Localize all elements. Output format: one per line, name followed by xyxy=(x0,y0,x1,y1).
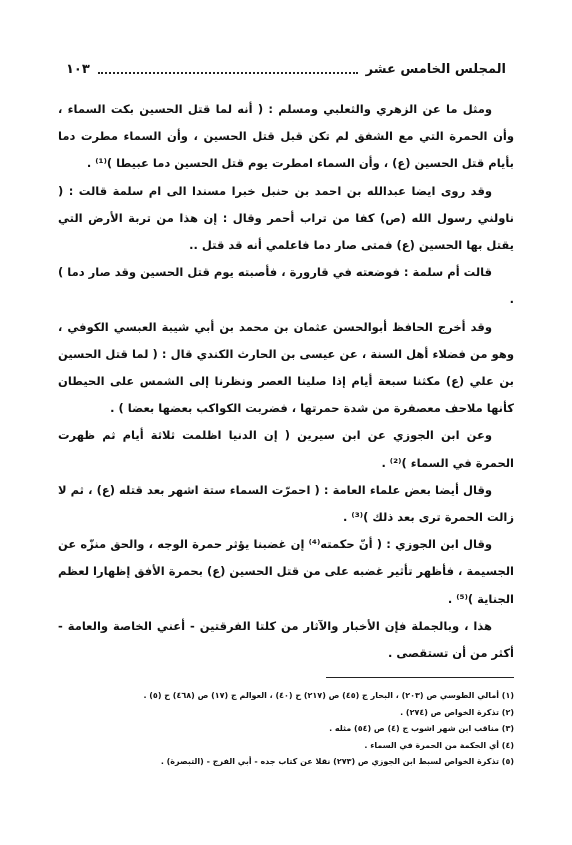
paragraph: وقد أخرج الحافظ أبوالحسن عثمان بن محمد بن أبي شيبة العبسي الكوفي ، وهو من فضلاء أهل السنة ، عن عيسى بن الحارث الكندي قال : ( لما قتل الحسين بن علي (ع) مكثنا سبعة أيام إذا صلينا العصر ونظرنا إلى الشمس على الحيطان كأنها ملاحف معصفرة من شدة حمرتها ، فضربت الكواكب بعضها بعضا ) . xyxy=(58,319,514,416)
paragraph: وقال أيضا بعض علماء العامة : ( احمرّت السماء ستة اشهر بعد قتله (ع) ، ثم لا زالت الحمرة ترى بعد ذلك )⁽³⁾ . xyxy=(58,482,514,525)
footnote: (١) أمالي الطوسي ص (٢٠٣) ، البحار ج (٤٥) ص (٢١٧) ح (٤٠) ، العوالم ج (١٧) ص (٤٦٨) ح (٥) . xyxy=(143,691,514,700)
footnote: (٢) تذكرة الخواص ص (٢٧٤) . xyxy=(400,707,514,717)
paragraph: ومثل ما عن الزهري والثعلبي ومسلم : ( أنه لما قتل الحسين بكت السماء ، وأن الحمرة التي مع الشفق لم تكن قبل قتل الحسين ، وأن السماء مطرت دما بأيام قتل الحسين (ع) ، وأن السماء امطرت يوم قتل الحسين دما عبيطا )⁽¹⁾ . xyxy=(58,102,514,171)
paragraph: وقال ابن الجوزي : ( أنّ حكمته⁽⁴⁾ إن غضبنا يؤثر حمرة الوجه ، والحق منزّه عن الجسيمة ، فأظهر تأثير غضبه على من قتل الحسين (ع) بحمرة الأفق إظهارا لعظم الجناية )⁽⁵⁾ . xyxy=(58,537,514,606)
page-number: ١٠٣ xyxy=(66,61,90,77)
paragraph: قالت أم سلمة : فوضعته في قارورة ، فأصبته يوم قتل الحسين وقد صار دما ) . xyxy=(58,265,514,307)
paragraph: وعن ابن الجوزي عن ابن سيرين ( إن الدنيا اظلمت ثلاثة أيام ثم ظهرت الحمرة في السماء )⁽²⁾ . xyxy=(58,428,514,470)
paragraph: وقد روى ايضا عبدالله بن احمد بن حنبل خبرا مسندا الى ام سلمة قالت : ( ناولني رسول الله (ص) كفا من تراب أحمر وقال : إن هذا من تربة الأرض التي يقتل بها الحسين (ع) فمتى صار دما فاعلمي أنه قد قتل .. xyxy=(58,183,514,253)
footnote: (٣) مناقب ابن شهر اشوب ج (٤) ص (٥٤) مثله . xyxy=(329,724,514,734)
footnote: (٤) أي الحكمة من الحمرة في السماء . xyxy=(364,740,514,750)
header-dotted-leader xyxy=(98,64,358,74)
paragraph: هذا ، وبالجملة فإن الأخبار والآثار من كلتا الفرقتين - أعني الخاصة والعامة - أكثر من أن تستقصى . xyxy=(58,618,514,661)
footnote-separator xyxy=(326,677,514,678)
body-text xyxy=(58,96,514,667)
footnote: (٥) تذكرة الخواص لسبط ابن الجوزي ص (٢٧٣) نقلا عن كتاب جده - أبي الفرج - (التبصرة) . xyxy=(160,757,514,767)
running-header xyxy=(66,58,506,80)
chapter-title: المجلس الخامس عشر xyxy=(365,61,506,77)
footnotes xyxy=(58,688,514,771)
